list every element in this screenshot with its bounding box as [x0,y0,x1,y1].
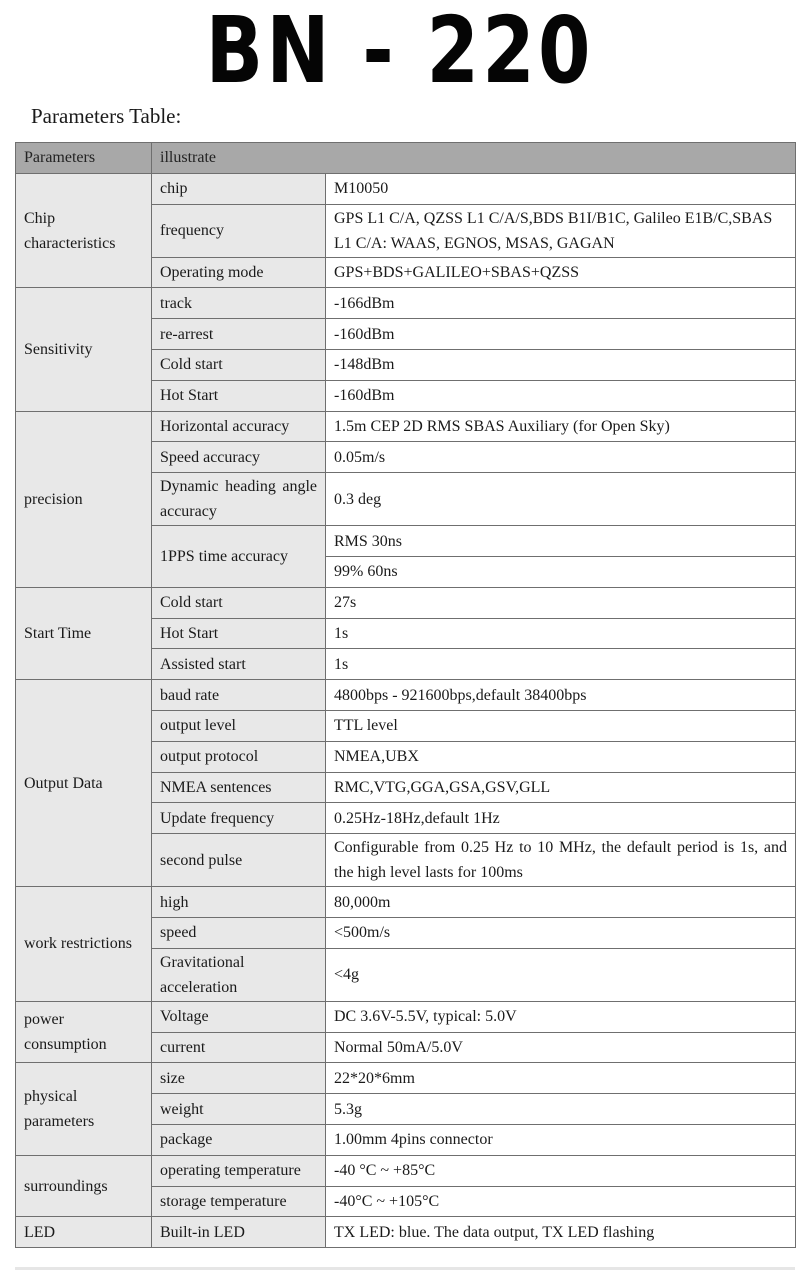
parameter-value: TX LED: blue. The data output, TX LED flashing [326,1217,796,1248]
parameter-name: second pulse [152,834,326,887]
table-row [16,1155,796,1186]
parameter-value: DC 3.6V-5.5V, typical: 5.0V [326,1001,796,1032]
table-header-row [16,143,796,174]
parameter-value: 1.5m CEP 2D RMS SBAS Auxiliary (for Open Sky) [326,411,796,442]
parameter-name: current [152,1032,326,1063]
category-cell: precision [16,411,152,587]
header-parameters: Parameters [16,143,152,174]
parameter-value: 0.3 deg [326,473,796,526]
category-cell: physical parameters [16,1063,152,1155]
table-row [16,1001,796,1032]
parameter-name: baud rate [152,680,326,711]
parameters-table [15,142,796,1248]
parameter-value: RMC,VTG,GGA,GSA,GSV,GLL [326,772,796,803]
parameter-name-text: Dynamic heading angle accuracy [160,478,317,521]
parameter-value: TTL level [326,710,796,741]
parameter-name: re-arrest [152,319,326,350]
parameter-name: speed [152,917,326,948]
parameter-value: 0.25Hz-18Hz,default 1Hz [326,803,796,834]
category-cell: Output Data [16,680,152,887]
parameter-value: 1s [326,649,796,680]
bottom-divider [15,1267,795,1270]
title-container [0,0,800,104]
parameter-value: M10050 [326,173,796,204]
parameter-value: -166dBm [326,288,796,319]
parameter-value: 27s [326,587,796,618]
parameter-value-text: Configurable from 0.25 Hz to 10 MHz, the default period is 1s, and the high level lasts for 100ms [334,839,788,882]
parameter-value: 5.3g [326,1094,796,1125]
parameter-value: -160dBm [326,319,796,350]
parameter-value: NMEA,UBX [326,741,796,772]
parameter-name: package [152,1124,326,1155]
parameter-value: 99% 60ns [326,556,796,587]
parameter-value: -148dBm [326,349,796,380]
parameter-name: Hot Start [152,618,326,649]
header-illustrate: illustrate [152,143,796,174]
parameter-name: storage temperature [152,1186,326,1217]
parameter-value: -40°C ~ +105°C [326,1186,796,1217]
parameter-name [152,473,326,526]
category-cell: Sensitivity [16,288,152,411]
product-title: BN - 220 [205,0,595,104]
parameter-name: Horizontal accuracy [152,411,326,442]
parameter-name: Update frequency [152,803,326,834]
parameter-value: 22*20*6mm [326,1063,796,1094]
parameter-value: 4800bps - 921600bps,default 38400bps [326,680,796,711]
category-cell: LED [16,1217,152,1248]
parameter-value: -40 °C ~ +85°C [326,1155,796,1186]
category-cell: surroundings [16,1155,152,1217]
category-cell: Chip characteristics [16,173,152,288]
parameter-name: 1PPS time accuracy [152,526,326,588]
table-row [16,680,796,711]
category-cell: power consumption [16,1001,152,1063]
parameter-name: chip [152,173,326,204]
parameter-name: Hot Start [152,380,326,411]
category-cell: Start Time [16,587,152,679]
parameter-value: 1s [326,618,796,649]
table-row [16,173,796,204]
parameter-name: Cold start [152,587,326,618]
parameter-value: 80,000m [326,887,796,918]
parameter-name: NMEA sentences [152,772,326,803]
parameter-value: 1.00mm 4pins connector [326,1124,796,1155]
parameter-value: GPS+BDS+GALILEO+SBAS+QZSS [326,257,796,288]
parameter-name: Speed accuracy [152,442,326,473]
parameter-name: Gravitational acceleration [152,948,326,1001]
parameter-name: Built-in LED [152,1217,326,1248]
parameter-value: GPS L1 C/A, QZSS L1 C/A/S,BDS B1I/B1C, Galileo E1B/C,SBAS L1 C/A: WAAS, EGNOS, MSAS, GAGAN [326,204,796,257]
table-caption: Parameters Table: [31,104,182,128]
parameter-name: output level [152,710,326,741]
parameter-value: RMS 30ns [326,526,796,557]
parameter-name: Assisted start [152,649,326,680]
parameter-name: Cold start [152,349,326,380]
parameter-name: size [152,1063,326,1094]
parameter-value [326,834,796,887]
table-row [16,1217,796,1248]
parameter-name: Voltage [152,1001,326,1032]
parameter-name: Operating mode [152,257,326,288]
parameter-value: 0.05m/s [326,442,796,473]
parameter-value: <4g [326,948,796,1001]
table-row [16,1063,796,1094]
category-cell: work restrictions [16,887,152,1002]
table-row [16,411,796,442]
table-row [16,288,796,319]
parameter-name: frequency [152,204,326,257]
parameter-name: track [152,288,326,319]
parameter-name: high [152,887,326,918]
parameter-value: Normal 50mA/5.0V [326,1032,796,1063]
table-row [16,887,796,918]
parameter-name: operating temperature [152,1155,326,1186]
parameter-name: weight [152,1094,326,1125]
parameter-value: -160dBm [326,380,796,411]
table-row [16,587,796,618]
parameter-value: <500m/s [326,917,796,948]
parameter-name: output protocol [152,741,326,772]
